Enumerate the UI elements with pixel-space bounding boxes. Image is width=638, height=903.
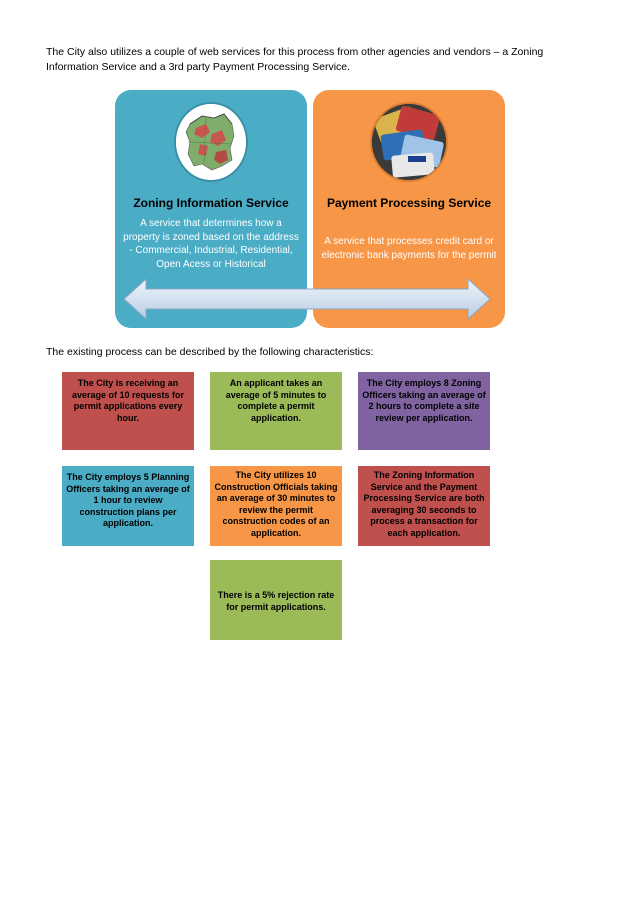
characteristic-applicant-time [210,372,342,450]
zoning-service-description: A service that determines how a property is zoned based on the address - Commercial, Industrial, Residential, Open Acess or Historical [123,218,299,270]
characteristic-text: The City employs 5 Planning Officers taking an average of 1 hour to review construction plans per application. [66,472,190,528]
characteristic-planning-officers [62,466,194,546]
payment-service-description: A service that processes credit card or electronic bank payments for the permit [321,236,497,261]
map-icon [176,104,246,180]
zoning-service-title: Zoning Information Service [133,196,289,210]
payment-service-title: Payment Processing Service [326,196,492,210]
characteristic-requests [62,372,194,450]
characteristic-text: An applicant takes an average of 5 minutes to complete a permit application. [225,378,327,423]
characteristic-text: The City employs 8 Zoning Officers taking an average of 2 hours to complete a site review per application. [362,378,486,423]
characteristic-zoning-officers [358,372,490,450]
characteristic-text: The Zoning Information Service and the Payment Processing Service are both averaging 30 seconds to process a transaction for each application. [363,470,485,538]
characteristic-web-services [358,466,490,546]
intro-paragraph: The City also utilizes a couple of web services for this process from other agencies and vendors – a Zoning Information Service and a 3rd party Payment Processing Service. [46,46,544,73]
section-paragraph: The existing process can be described by the following characteristics: [46,346,374,358]
characteristic-construction-officials [210,466,342,546]
characteristic-text: There is a 5% rejection rate for permit applications. [217,590,335,612]
bidirectional-arrow-icon [122,277,492,321]
credit-cards-icon [372,104,446,180]
characteristic-rejection-rate [210,560,342,640]
characteristic-text: The City is receiving an average of 10 requests for permit applications every hour. [71,378,185,423]
characteristic-text: The City utilizes 10 Construction Officials taking an average of 30 minutes to review the permit construction codes of an application. [214,470,338,538]
